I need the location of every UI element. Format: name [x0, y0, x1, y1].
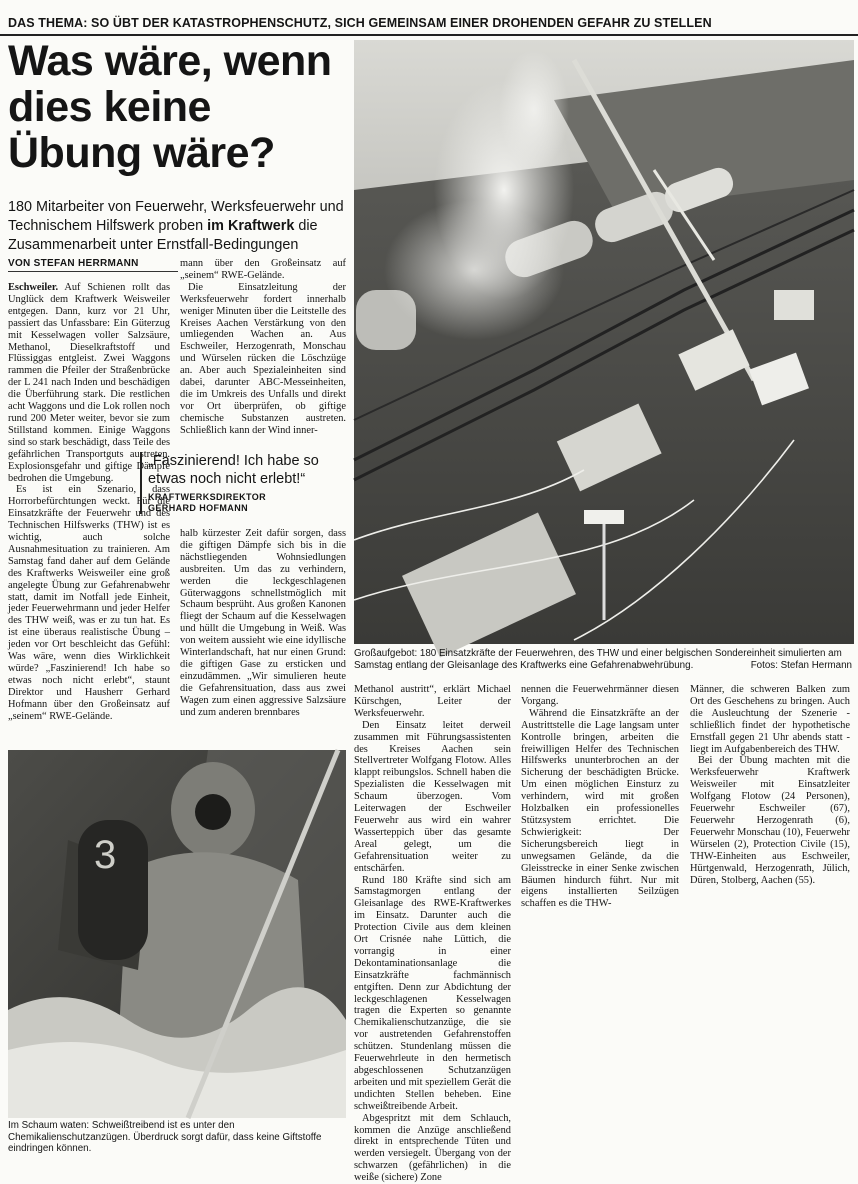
pull-quote — [140, 452, 353, 514]
paragraph: Abgespritzt mit dem Schlauch, kommen die Anzüge anschließend direkt in entsprechende Tüten und werden versiegelt. Übergang von der schwarzen (gefährlichen) in die weiße (sichere) Zone — [354, 1112, 511, 1184]
headline — [8, 38, 348, 176]
pull-quote-author: KRAFTWERKSDIREKTOR GERHARD HOFMANN — [148, 492, 267, 513]
headline-line-1: Was wäre, wenn — [8, 37, 332, 85]
main-photo — [354, 40, 854, 644]
subheadline: 180 Mitarbeiter von Feuerwehr, Werksfeuerwehr und Technischem Hilfswerk proben im Kraftwerk die Zusammenarbeit unter Ernstfall-Bedingungen — [8, 199, 344, 253]
lead-paragraph: Eschweiler. Auf Schienen rollt das Unglück dem Kraftwerk Weisweiler entgegen. Dann, kurz vor 21 Uhr, passiert das Unfassbare: Ein Güterzug mit Kesselwagen voller Salzsäure, Methanol, Dieselkraftstoff und Flüssiggas entgleist. Zwei Waggons rammen die Pfeiler der Straßenbrücke der L 241 nach Inden und beschädigen die Überführung stark. Die restlichen acht Waggons und die Lok rollen noch rund 200 Meter weiter, bevor sie zum Stillstand kommen. Einige Waggons sind so stark beschädigt, dass Teile des gefährlichen Transportguts austreten. Explosionsgefahr und giftige Dämpfe bedrohen die Umgebung. — [8, 282, 170, 484]
article-column-4 — [521, 684, 679, 910]
paragraph: Bei der Übung machten mit die Werksfeuerwehr Kraftwerk Weisweiler mit Einsatzleiter Wolfgang Flotow (24 Personen), Feuerwehr Eschweiler (67), Feuerwehr Herzogenrath (6), Feuerwehr Monschau (10), Feuerwehr Würselen (2), Protection Civile (15), THW-Einheiten aus Eschweiler, Hürtgenwald, Herzogenrath, Jülich, Düren, Stolberg, Aachen (55). — [690, 755, 850, 886]
article-column-2b — [180, 528, 346, 728]
article-column-5 — [690, 684, 850, 904]
headline-line-2: dies keine — [8, 83, 211, 131]
article-column-3 — [354, 684, 511, 1184]
photo-fire-exercise — [354, 40, 854, 644]
paragraph: Männer, die schweren Balken zum Ort des Geschehens zu bringen. Auch die Ausleuchtung der Szenerie - schließlich findet der hypothetische Ernstfall gegen 21 Uhr abends statt - liegt im Aufgabenbereich des THW. — [690, 684, 850, 755]
pull-quote-text: „Faszinierend! Ich habe so etwas noch nicht erlebt!“ — [148, 453, 319, 487]
byline: VON STEFAN HERRMANN — [8, 258, 178, 272]
paragraph: nennen die Feuerwehrmänner diesen Vorgang. — [521, 684, 679, 707]
kicker-line: DAS THEMA: SO ÜBT DER KATASTROPHENSCHUTZ, SICH GEMEINSAM EINER DROHENDEN GEFAHR ZU STELLEN — [0, 10, 858, 36]
paragraph: Es ist ein Szenario, dass Horrorbefürchtungen weckt. Für die Einsatzkräfte der Feuerwehr und des Technischen Hilfswerks (THW) ist es wichtig, auch solche Ausnahmesituation zu trainieren. Am Samstag fand daher auf dem Gelände des Kraftwerks Weisweiler eine groß angelegte Übung zur Gefahrenabwehr statt, damit im Notfall jede Einheit, jeder Feuerwehrmann und jeder Helfer des THW weiß, was er zu tun hat. Es ist eine überaus realistische Übung – jeden vor Ort beschleicht das Gefühl: Was wäre, wenn dies Wirklichkeit würde? „Faszinierend! Ich habe so etwas noch nicht erlebt“, staunt Direktor und Hausherr Gerhard Hofmann über den Großeinsatz auf „seinem“ RWE-Gelände. — [8, 484, 170, 722]
small-photo-caption: Im Schaum waten: Schweißtreibend ist es unter den Chemikalienschutzanzügen. Überdruck sorgt dafür, dass keine Giftstoffe eindringen können. — [8, 1120, 322, 1154]
paragraph: halb kürzester Zeit dafür sorgen, dass die giftigen Dämpfe sich bis in die nächstliegenden Wohnsiedlungen ausbreiten. Um das zu verhindern, werden die leckgeschlagenen Güterwaggons schnellstmöglich mit Schaum besprüht. Aus großen Kanonen fliegt der Schaum auf die Kesselwagen und hüllt die Umgebung in Weiß. Was von weitem aussieht wie eine idyllische Winterlandschaft, hat nur einen Grund: die giftigen Gase zu ersticken und einzudämmen. „Wir simulieren heute die Gefahrensituation, dass aus zwei Wagen zum einen aggressive Salzsäure und zum anderen brennbares — [180, 528, 346, 718]
paragraph: Während die Einsatzkräfte an der Austrittstelle die Lage langsam unter Kontrolle bringen, arbeiten die freiwilligen Helfer des Technischen Hilfswerks ununterbrochen an der Sicherung der beschädigten Brücke. Um einen möglichen Einsturz zu verhindern, wird mit großen Holzbalken ein professionelles Stützsystem errichtet. Die Schwierigkeit: Der Sicherungsbereich liegt in unwegsamen Gelände, da die Gleisstrecke in einer Senke zwischen Bäumen hindurch führt. Nur mit eigens installierten Seilzügen schaffen es die THW- — [521, 707, 679, 910]
small-photo — [8, 750, 346, 1118]
main-photo-caption: Großaufgebot: 180 Einsatzkräfte der Feuerwehren, des THW und einer belgischen Sondereinheit simulierten am Samstag entlang der Gleisanlage des Kraftwerks eine Gefahrenabwehrübung. — [354, 648, 842, 671]
photo-hazmat-suit — [8, 750, 346, 1118]
paragraph: Die Einsatzleitung der Werksfeuerwehr fordert innerhalb weniger Minuten über die Leitstelle des Kreises Aachen Verstärkung von den umliegenden Wachen an. Aus Eschweiler, Herzogenrath, Monschau und Würselen rücken die Löschzüge an. Aber auch Spezialeinheiten sind dabei, darunter ABC-Messeinheiten, die im Umkreis des Unfalls und direkt vor Ort überprüfen, ob giftige chemische Substanzen austreten. Schließlich kann der Wind inner- — [180, 281, 346, 436]
suit-number: 3 — [94, 833, 117, 877]
paragraph: Den Einsatz leitet derweil zusammen mit Führungsassistenten des Kreises Aachen sein Stellvertreter Wolfgang Flotow. Alles klappt reibungslos. Schnell haben die Spezialisten die Kesselwagen mit Schaum überzogen. Vom Leiterwagen der Eschweiler Feuerwehr aus wird ein wahrer Wasserteppich über das gesamte Areal gelegt, um die Gefahrensituation weiter zu entschärfen. — [354, 719, 511, 874]
article-column-2 — [180, 258, 346, 444]
paragraph: Methanol austritt“, erklärt Michael Kürschgen, Leiter der Werksfeuerwehr. — [354, 684, 511, 719]
headline-line-3: Übung wäre? — [8, 129, 275, 177]
paragraph: Rund 180 Kräfte sind sich am Samstagmorgen entlang der Gleisanlage des RWE-Kraftwerkes im Einsatz. Darunter auch die Protection Civile aus dem kleinen Ort Crisnée nahe Lüttich, die vorrangig in einer Dekontaminationsanlage die Einsatzkräfte fachmännisch entgiften. Denn zur Abdichtung der leckgeschlagenen Kesselwagen tragen die Experten so genannte Chemikalienschutzanzüge, die sie vor austretenden Gefahrenstoffen schützen. Stundenlang müssen die Feuerwehrleute in den hermetisch abgeschlossenen Schutzanzügen arbeiten und mit speziellem Gerät die undichten Stellen beheben. Eine schweißtreibende Arbeit. — [354, 874, 511, 1112]
paragraph: mann über den Großeinsatz auf „seinem“ RWE-Gelände. — [180, 258, 346, 281]
photo-credit: Fotos: Stefan Hermann — [750, 660, 852, 671]
